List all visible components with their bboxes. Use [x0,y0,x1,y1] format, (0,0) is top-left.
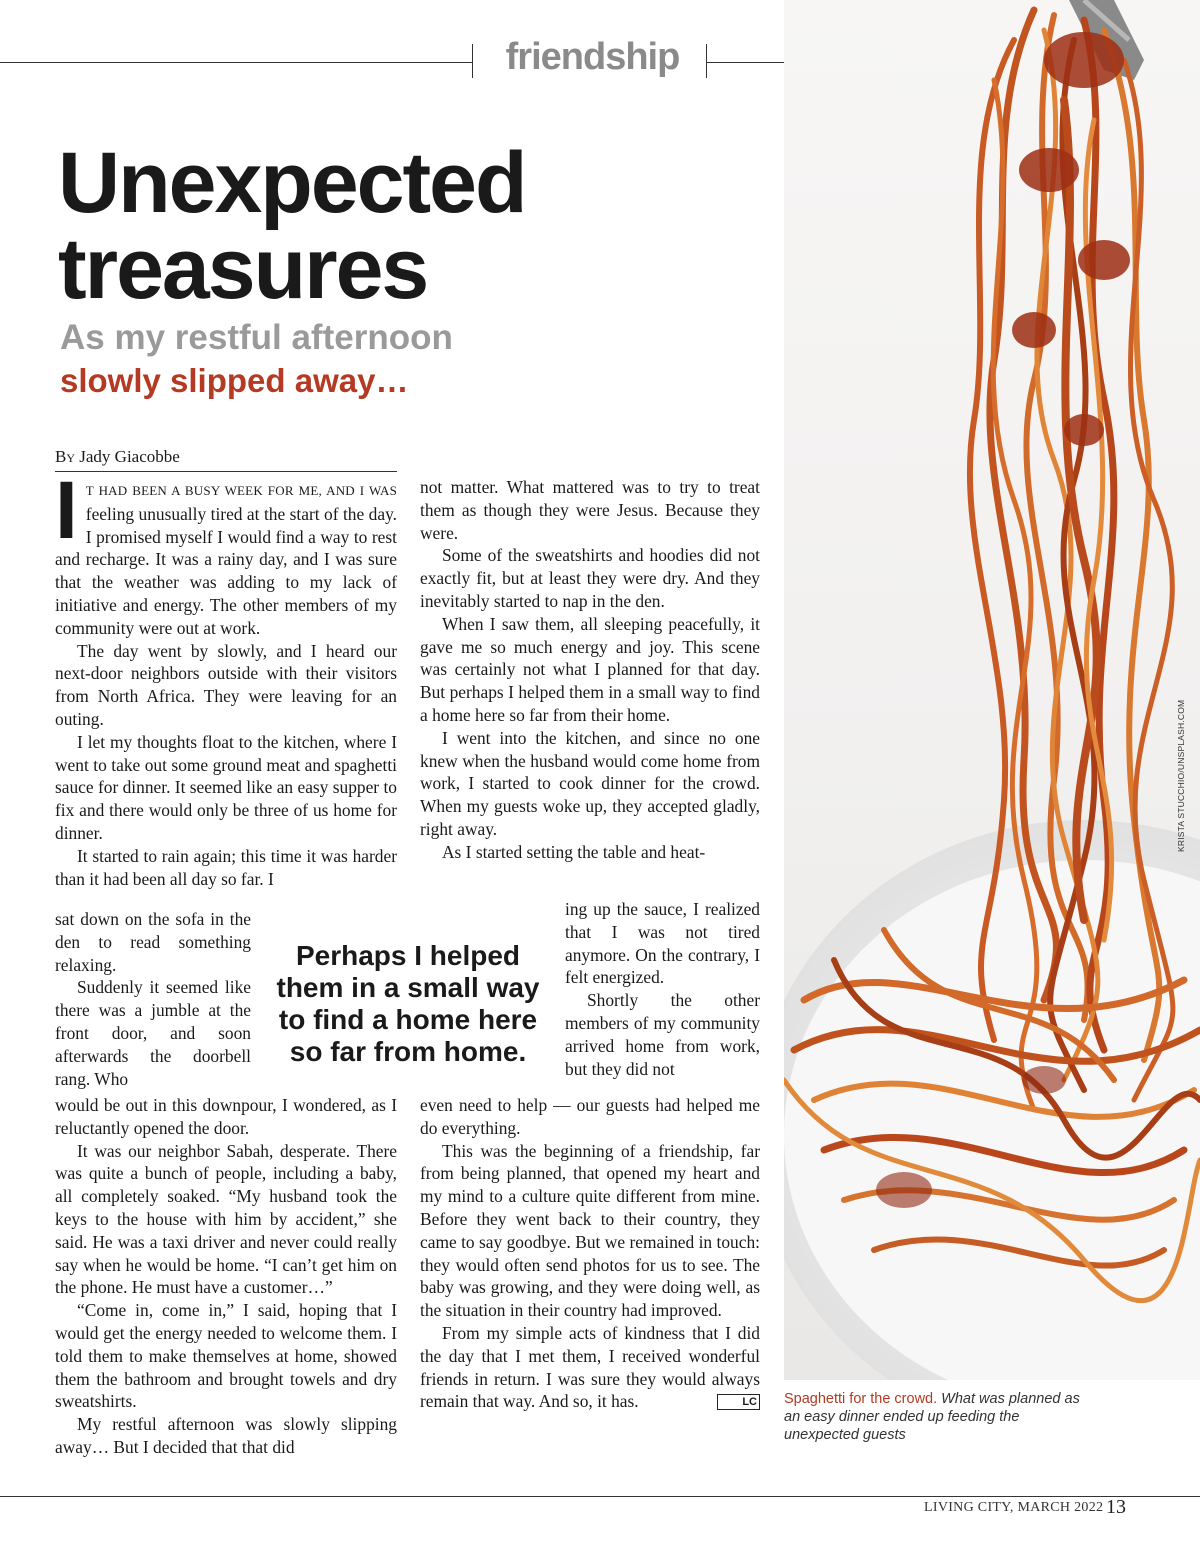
paragraph: It was our neighbor Sabah, desperate. There was quite a bunch of people, including a baby, all completely soaked. “My husband took the keys to the house with him by accident,” she said. He was a taxi driver and never could really say when he would be home. “I can’t get him on the phone. He must have a customer…” [55,1140,397,1298]
paragraph: ing up the sauce, I realized that I was not tired anymore. On the contrary, I felt energized. [565,899,760,988]
paragraph: I T HAD BEEN A BUSY WEEK FOR ME, AND I WAS feeling unusually tired at the start of the day. I promised myself I would find a way to rest and recharge. It was a rainy day, and I was sure that the weather was adding to my lack of initiative and energy. The other members of my community were out at work. [55,465,397,638]
body-column-2-narrow [565,898,760,1080]
paragraph: Shortly the other members of my community arrived home from work, but they did not [565,990,760,1079]
spaghetti-photo [784,0,1200,1380]
paragraph: sat down on the sofa in the den to read something relaxing. [55,909,251,975]
pull-quote: Perhaps I helped them in a small way to find a home here so far from home. [276,940,540,1067]
body-column-1-narrow [55,908,251,1090]
lead-in: T HAD BEEN A BUSY WEEK FOR ME, AND I WAS [85,483,397,498]
header-tick-left [472,44,473,78]
end-mark-icon: LC [717,1394,760,1410]
paragraph: Suddenly it seemed like there was a jumble at the front door, and soon afterwards the doorbell rang. Who [55,977,251,1089]
paragraph: not matter. What mattered was to try to treat them as though they were Jesus. Because they were. [420,477,760,543]
article-title: Unexpected treasures [58,135,526,317]
paragraph: would be out in this downpour, I wondered, as I reluctantly opened the door. [55,1095,397,1138]
photo-credit: KRISTA STUCCHIO/UNSPLASH.COM [1176,699,1186,852]
caption-text: What was planned as an easy dinner ended up feeding the unexpected guests [784,1391,1080,1443]
paragraph: As I started setting the table and heat- [442,841,706,862]
paragraph: My restful afternoon was slowly slipping away… But I decided that that did [55,1414,397,1457]
deck-line-2: slowly slipped away… [60,362,409,399]
header-rule-right [706,62,784,63]
drop-cap: I [55,465,78,556]
paragraph: even need to help — our guests had helped me do everything. [420,1095,760,1138]
page-number: 13 [1106,1496,1126,1518]
byline-by: By [55,447,76,466]
byline-author: Jady Giacobbe [79,447,180,466]
paragraph: From my simple acts of kindness that I did the day that I met them, I received wonderful friends in return. I was sure they would always remain that way. And so, it has. LC [420,1322,760,1412]
paragraph: When I saw them, all sleeping peacefully, it gave me so much energy and joy. This scene was certainly not what I planned for that day. But perhaps I helped them in a small way to find a home here so far from their home. [420,613,760,725]
deck-line-1: As my restful afternoon [60,318,453,357]
caption-lead: Spaghetti for the crowd. [784,1391,938,1407]
section-tag: friendship [505,36,680,78]
paragraph: Some of the sweatshirts and hoodies did not exactly fit, but at least they were dry. And they inevitably started to nap in the den. [420,545,760,611]
publication-footer: LIVING CITY, MARCH 2022 [924,1500,1104,1515]
byline [55,447,397,472]
paragraph: It started to rain again; this time it was harder than it had been all day so far. I [55,845,397,889]
body-column-1 [55,465,397,890]
body-column-1-lower [55,1094,397,1459]
header-tick-right [706,44,707,78]
paragraph: The day went by slowly, and I heard our next-door neighbors outside with their visitors from North Africa. They were leaving for an outing. [55,640,397,729]
body-column-2 [420,476,760,864]
paragraph: I went into the kitchen, and since no one knew when the husband would come home from work, I started to cook dinner for the crowd. When my guests woke up, they accepted gladly, right away. [420,727,760,839]
footer-rule [0,1496,1200,1497]
photo-caption [784,1390,1084,1444]
paragraph: “Come in, come in,” I said, hoping that I would get the energy needed to welcome them. I told them to make themselves at home, showed them the bathroom and brought towels and dry sweatshirts. [55,1300,397,1412]
paragraph: This was the beginning of a friendship, far from being planned, that opened my heart and my mind to a culture quite different from mine. Before they went back to their country, they came to say goodbye. But we remained in touch: they would often send photos for us to see. The baby was growing, and they were doing well, as the situation in their country had improved. [420,1140,760,1321]
paragraph: I let my thoughts float to the kitchen, where I went to take out some ground meat and spaghetti sauce for dinner. It seemed like an easy supper to fix and there would only be three of us home for dinner. [55,731,397,843]
body-column-2-lower [420,1094,760,1413]
header-rule-left [0,62,472,63]
